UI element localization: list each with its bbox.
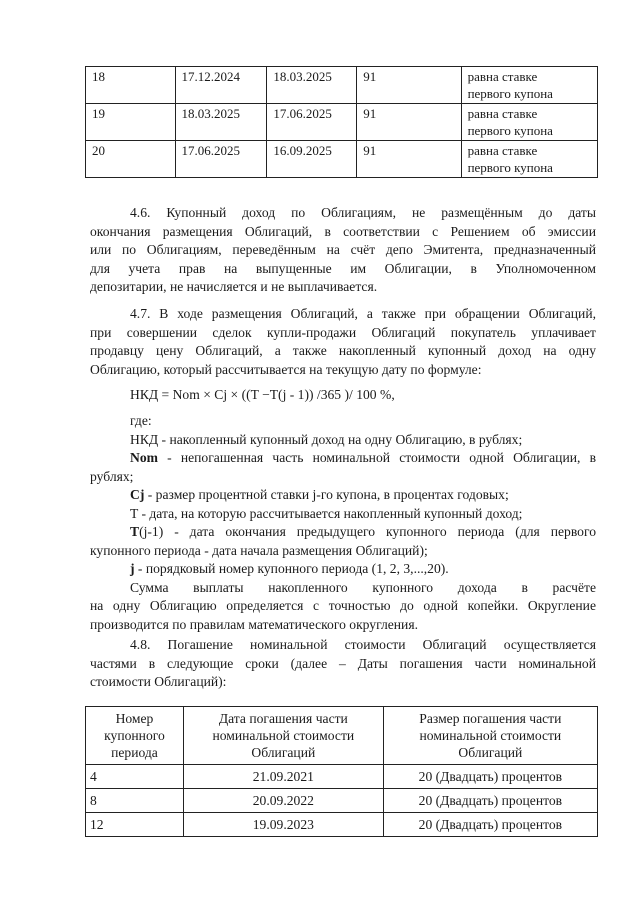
table-row [86, 789, 598, 813]
text-line: 4.6. Купонный доход по Облигациям, не размещённым до даты [130, 205, 596, 220]
header-redemption-size: Размер погашения части номинальной стоимости Облигаций [383, 707, 597, 765]
coupon-end-date: 17.06.2025 [267, 104, 357, 141]
definition-nkd: НКД - накопленный купонный доход на одну Облигацию, в рублях; [130, 431, 523, 447]
formula-text: НКД = Nom × Cj × ((T −T(j - 1)) /365 )/ 100 %, [130, 387, 395, 402]
table-row [86, 813, 598, 837]
coupon-rate: равна ставке первого купона [461, 141, 597, 178]
definition-nom [90, 449, 596, 468]
text-line: 4.8. Погашение номинальной стоимости Облигаций осуществляется [130, 637, 596, 652]
term-j: j [130, 561, 135, 576]
header-redemption-date: Дата погашения части номинальной стоимости Облигаций [183, 707, 383, 765]
formula-definitions [90, 412, 596, 634]
definition-j [90, 560, 596, 579]
text-line: рублях; [90, 468, 134, 484]
text-line: купонного периода - дата начала размещения Облигаций); [90, 542, 428, 558]
text-line: для учета прав на выпущенные им Облигации, в Уполномоченном [90, 260, 596, 276]
coupon-days: 91 [357, 67, 461, 104]
date-cell: 19.09.2023 [183, 813, 383, 837]
coupon-start-date: 18.03.2025 [175, 104, 267, 141]
definition-t: T - дата, на которую рассчитывается накопленный купонный доход; [130, 505, 523, 521]
section-4-7 [90, 305, 596, 379]
coupon-number: 20 [86, 141, 176, 178]
text-line: Сумма выплаты накопленного купонного дохода в расчёте [130, 579, 596, 595]
term-tj: T [130, 524, 140, 539]
coupon-end-date: 18.03.2025 [267, 67, 357, 104]
date-cell: 21.09.2021 [183, 765, 383, 789]
table-row [86, 104, 598, 141]
coupon-start-date: 17.06.2025 [175, 141, 267, 178]
table-row [86, 141, 598, 178]
text-line: стоимости Облигаций): [90, 674, 227, 689]
date-cell: 20.09.2022 [183, 789, 383, 813]
where-label: где: [130, 413, 152, 428]
section-4-8 [90, 636, 596, 692]
text-line: или по Облигациям, переведённым на счёт депо Эмитента, предназначенный [90, 242, 596, 257]
text-line: частями в следующие сроки (далее – Даты погашения части номинальной [90, 655, 596, 671]
nkd-formula [90, 386, 596, 405]
term-cj: Cj [130, 487, 145, 502]
text-line: - порядковый номер купонного периода (1, 2, 3,...,20). [134, 561, 449, 576]
coupon-schedule-table [85, 66, 598, 178]
coupon-start-date: 17.12.2024 [175, 67, 267, 104]
period-cell: 12 [86, 813, 184, 837]
coupon-number: 18 [86, 67, 176, 104]
size-cell: 20 (Двадцать) процентов [383, 813, 597, 837]
coupon-end-date: 16.09.2025 [267, 141, 357, 178]
period-cell: 4 [86, 765, 184, 789]
table-row [86, 765, 598, 789]
coupon-days: 91 [357, 141, 461, 178]
text-line: 4.7. В ходе размещения Облигаций, а также при обращении Облигаций, [130, 306, 596, 321]
text-line: продавцу цену Облигаций, а также накопленный купонный доход на одну [90, 343, 596, 358]
term-nom: Nom [130, 450, 158, 465]
header-coupon-period: Номер купонного периода [86, 707, 184, 765]
size-cell: 20 (Двадцать) процентов [383, 765, 597, 789]
size-cell: 20 (Двадцать) процентов [383, 789, 597, 813]
coupon-rate: равна ставке первого купона [461, 67, 597, 104]
text-line: окончания размещения Облигаций, в соответствии с Решением об эмиссии [90, 223, 596, 239]
table-row [86, 67, 598, 104]
coupon-number: 19 [86, 104, 176, 141]
section-4-6 [90, 204, 596, 297]
definition-tj [90, 523, 596, 542]
text-line: Облигацию, который рассчитывается на текущую дату по формуле: [90, 361, 482, 377]
text-line: при совершении сделок купли-продажи Облигаций покупатель уплачивает [90, 324, 596, 340]
text-line: (j-1) - дата окончания предыдущего купонного периода (для первого [139, 524, 596, 539]
period-cell: 8 [86, 789, 184, 813]
table-header-row [86, 707, 598, 765]
coupon-days: 91 [357, 104, 461, 141]
definition-cj [90, 486, 596, 505]
text-line: - размер процентной ставки j-го купона, в процентах годовых; [144, 487, 509, 502]
coupon-rate: равна ставке первого купона [461, 104, 597, 141]
redemption-schedule-table [85, 706, 598, 837]
text-line: производится по правилам математического округления. [90, 616, 418, 632]
text-line: на одну Облигацию определяется с точностью до одной копейки. Округление [90, 598, 596, 613]
text-line: депозитарии, не начисляется и не выплачивается. [90, 279, 378, 294]
text-line: - непогашенная часть номинальной стоимости одной Облигации, в [157, 450, 596, 465]
